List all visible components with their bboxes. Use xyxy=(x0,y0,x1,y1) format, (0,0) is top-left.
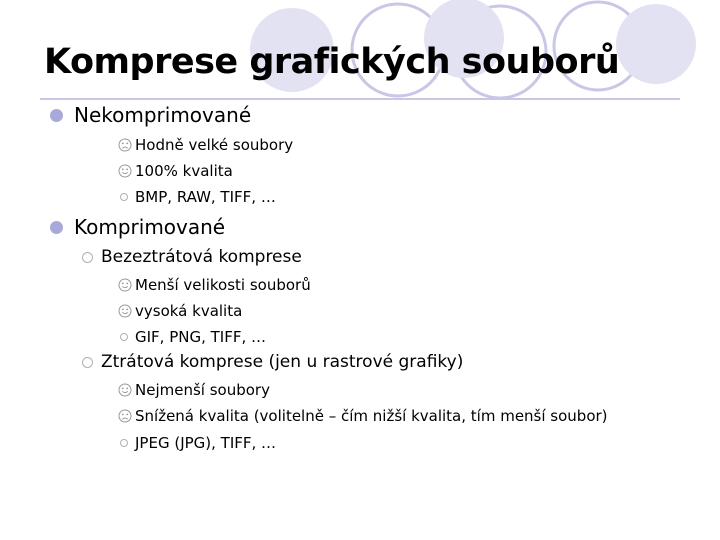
disc-bullet-icon xyxy=(50,221,63,234)
item-text: vysoká kvalita xyxy=(135,302,243,320)
slide-title: Komprese grafických souborů xyxy=(44,42,620,82)
smile-icon xyxy=(118,278,132,292)
title-divider xyxy=(40,98,680,100)
section-label: Nekomprimované xyxy=(74,103,252,127)
smile-icon xyxy=(118,304,132,318)
list-item xyxy=(120,188,276,206)
item-text: Hodně velké soubory xyxy=(135,136,294,154)
list-item xyxy=(118,407,608,425)
ring-bullet-icon xyxy=(82,252,93,263)
circle-bullet-icon xyxy=(120,333,128,341)
item-text: BMP, RAW, TIFF, … xyxy=(135,188,276,206)
circle-bullet-icon xyxy=(120,439,128,447)
frown-icon xyxy=(118,409,132,423)
list-item xyxy=(120,328,266,346)
section-nekomprimovane xyxy=(50,103,251,127)
item-text: Menší velikosti souborů xyxy=(135,276,311,294)
list-item xyxy=(118,276,311,294)
circle-bullet-icon xyxy=(120,193,128,201)
subsection-ztratova xyxy=(82,352,463,372)
item-text: Snížená kvalita (volitelně – čím nižší kvalita, tím menší soubor) xyxy=(135,407,608,425)
disc-bullet-icon xyxy=(50,109,63,122)
list-item xyxy=(118,381,270,399)
smile-icon xyxy=(118,383,132,397)
item-text: JPEG (JPG), TIFF, … xyxy=(135,434,277,452)
list-item xyxy=(118,162,233,180)
smile-icon xyxy=(118,164,132,178)
section-label: Komprimované xyxy=(74,215,226,239)
item-text: GIF, PNG, TIFF, … xyxy=(135,328,267,346)
frown-icon xyxy=(118,138,132,152)
section-komprimovane xyxy=(50,215,225,239)
subsection-label: Bezeztrátová komprese xyxy=(101,247,302,267)
ring-bullet-icon xyxy=(82,357,93,368)
list-item xyxy=(120,434,276,452)
subsection-bezeztratova xyxy=(82,247,302,267)
item-text: Nejmenší soubory xyxy=(135,381,270,399)
subsection-label: Ztrátová komprese (jen u rastrové grafiky) xyxy=(101,352,464,372)
decor-circle xyxy=(616,4,696,84)
list-item xyxy=(118,302,242,320)
item-text: 100% kvalita xyxy=(135,162,233,180)
list-item xyxy=(118,136,293,154)
